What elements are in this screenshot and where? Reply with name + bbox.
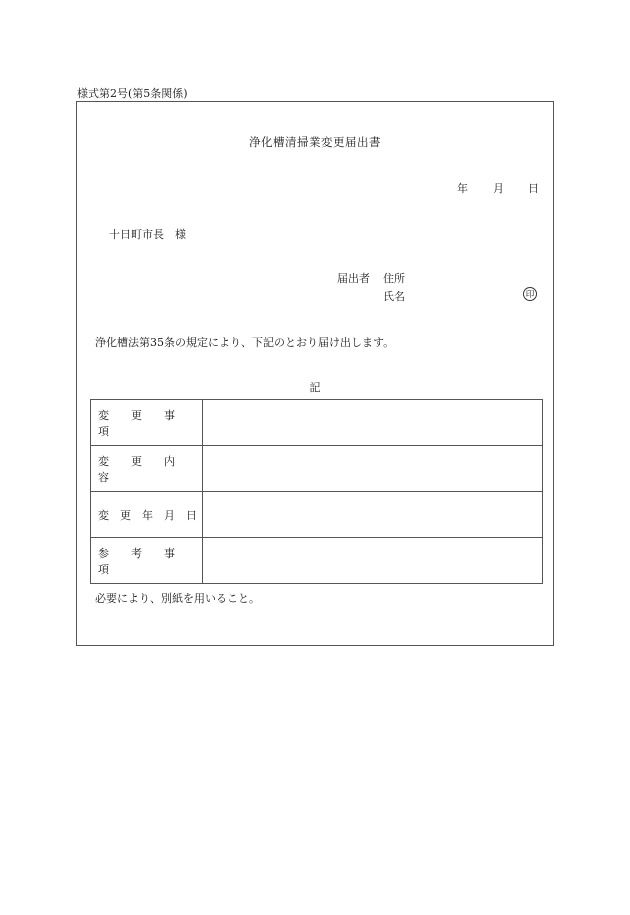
item-label: 変 更 年 月 日 xyxy=(91,492,203,538)
date-month-label: 月 xyxy=(493,182,504,195)
table-row xyxy=(91,446,543,492)
seal-icon: 印 xyxy=(523,287,537,301)
name-label: 氏名 xyxy=(383,290,405,303)
item-value-field[interactable] xyxy=(203,538,543,584)
item-label: 変 更 内 容 xyxy=(91,446,203,492)
form-number-label: 様式第2号(第5条関係) xyxy=(77,87,188,100)
form-frame xyxy=(76,101,554,646)
statement-text: 浄化槽法第35条の規定により、下記のとおり届け出します。 xyxy=(95,336,395,349)
addressee: 十日町市長 様 xyxy=(109,228,186,241)
item-label: 参 考 事 項 xyxy=(91,538,203,584)
footnote: 必要により、別紙を用いること。 xyxy=(95,592,260,605)
item-label: 変 更 事 項 xyxy=(91,400,203,446)
item-value-field[interactable] xyxy=(203,492,543,538)
address-label: 住所 xyxy=(383,272,405,285)
item-value-field[interactable] xyxy=(203,446,543,492)
items-table xyxy=(90,399,543,584)
document-title: 浄化槽清掃業変更届出書 xyxy=(249,135,381,149)
date-year-label: 年 xyxy=(457,182,468,195)
table-row xyxy=(91,400,543,446)
table-row xyxy=(91,492,543,538)
ki-heading: 記 xyxy=(309,381,321,394)
notifier-label: 届出者 xyxy=(337,272,370,285)
item-value-field[interactable] xyxy=(203,400,543,446)
date-day-label: 日 xyxy=(528,182,539,195)
table-row xyxy=(91,538,543,584)
